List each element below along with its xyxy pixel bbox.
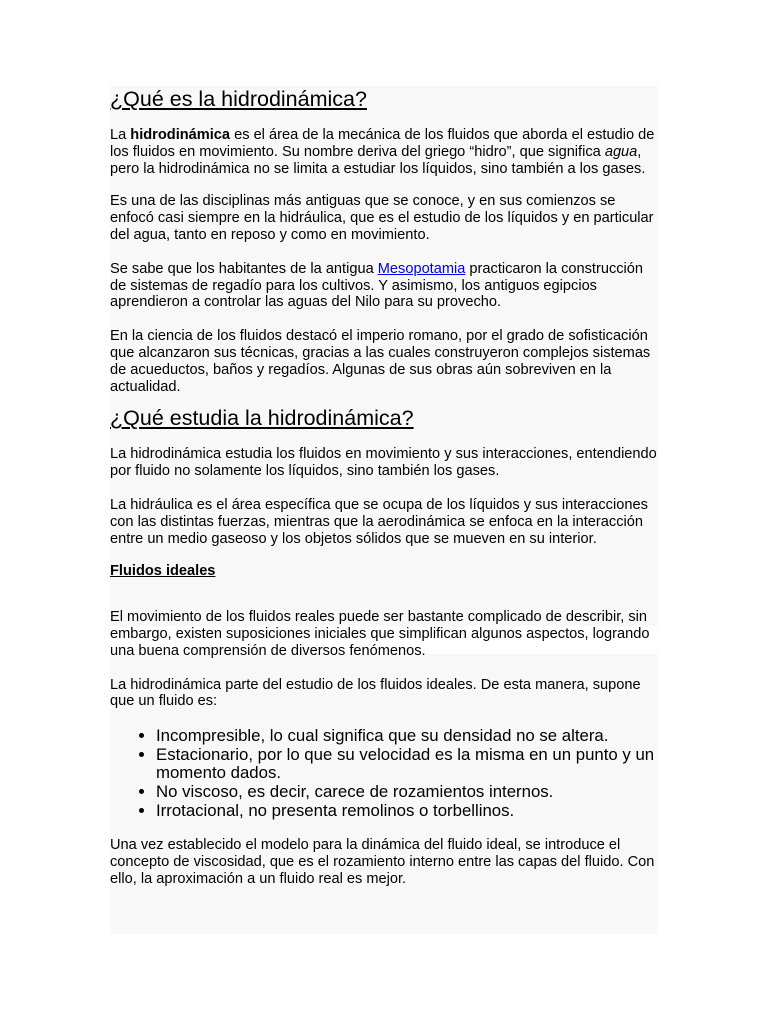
mesopotamia-link[interactable]: Mesopotamia — [377, 260, 466, 277]
article — [110, 86, 658, 887]
paragraph-ideal-assumption: La hidrodinámica parte del estudio de los fluidos ideales. De esta manera, supone que un fluido es: — [110, 676, 641, 710]
paragraph-hydraulics: La hidráulica es el área específica que se ocupa de los líquidos y sus interacciones con las distintas fuerzas, mientras que la aerodinámica se enfoca en la interacción entre un medio gaseoso y los objetos sólidos que se mueven en su interior. — [110, 496, 648, 547]
list-item: • Estacionario, por lo que su velocidad es la misma en un punto y un momento dados. — [156, 746, 658, 783]
term-agua: agua — [604, 143, 638, 160]
list-item: • No viscoso, es decir, carece de rozamientos internos. — [156, 783, 658, 802]
paragraph-studies: La hidrodinámica estudia los fluidos en movimiento y sus interacciones, entendiendo por fluido no solamente los líquidos, sino también los gases. — [110, 446, 657, 480]
list-item: • Incompresible, lo cual significa que su densidad no se altera. — [156, 727, 658, 746]
subheading-ideal-fluids — [110, 563, 658, 580]
p3-post: practicaron la construcción de sistemas de regadío para los cultivos. Y asimismo, los antiguos egipcios aprendieron a controlar las aguas del Nilo para su provecho. — [110, 260, 644, 311]
term-hidrodinamica: hidrodinámica — [130, 127, 231, 143]
ideal-fluid-properties-list — [110, 727, 658, 820]
p1-pre: La — [110, 127, 131, 143]
p1-mid: es el área de la mecánica de los fluidos que aborda el estudio de los fluidos en movimiento. Su nombre deriva del griego “hidro”, que significa — [110, 127, 655, 160]
list-item: • Irrotacional, no presenta remolinos o torbellinos. — [156, 802, 658, 821]
paragraph-viscosity: Una vez establecido el modelo para la dinámica del fluido ideal, se introduce el concepto de viscosidad, que es el rozamiento interno entre las capas del fluido. Con ello, la aproximación a un fluido real es mejor. — [110, 837, 655, 887]
heading-what-is: ¿Qué es la hidrodinámica? — [110, 87, 367, 111]
p3-pre: Se sabe que los habitantes de la antigua — [110, 260, 378, 277]
paragraph-history: Es una de las disciplinas más antiguas que se conoce, y en sus comienzos se enfocó casi siempre en la hidráulica, que es el estudio de los líquidos y en particular del agua, tanto en reposo y como en movimiento. — [110, 193, 654, 243]
paragraph-real-fluids: El movimiento de los fluidos reales puede ser bastante complicado de describir, sin embargo, existen suposiciones iniciales que simplifican algunos aspectos, logrando una buena comprensión de diversos fenómenos. — [110, 609, 650, 659]
heading-what-studies: ¿Qué estudia la hidrodinámica? — [110, 406, 414, 431]
subheading-text: Fluidos ideales — [110, 563, 216, 580]
paragraph-mesopotamia — [110, 261, 658, 311]
paragraph-rome: En la ciencia de los fluidos destacó el imperio romano, por el grado de sofisticación que alcanzaron sus técnicas, gracias a las cuales construyeron complejos sistemas de acueductos, baños y regadíos. Algunas de sus obras aún sobreviven en la actualidad. — [110, 328, 651, 395]
paragraph-definition — [110, 127, 658, 177]
p1-post: , pero la hidrodinámica no se limita a estudiar los líquidos, sino también a los gases. — [110, 143, 646, 177]
